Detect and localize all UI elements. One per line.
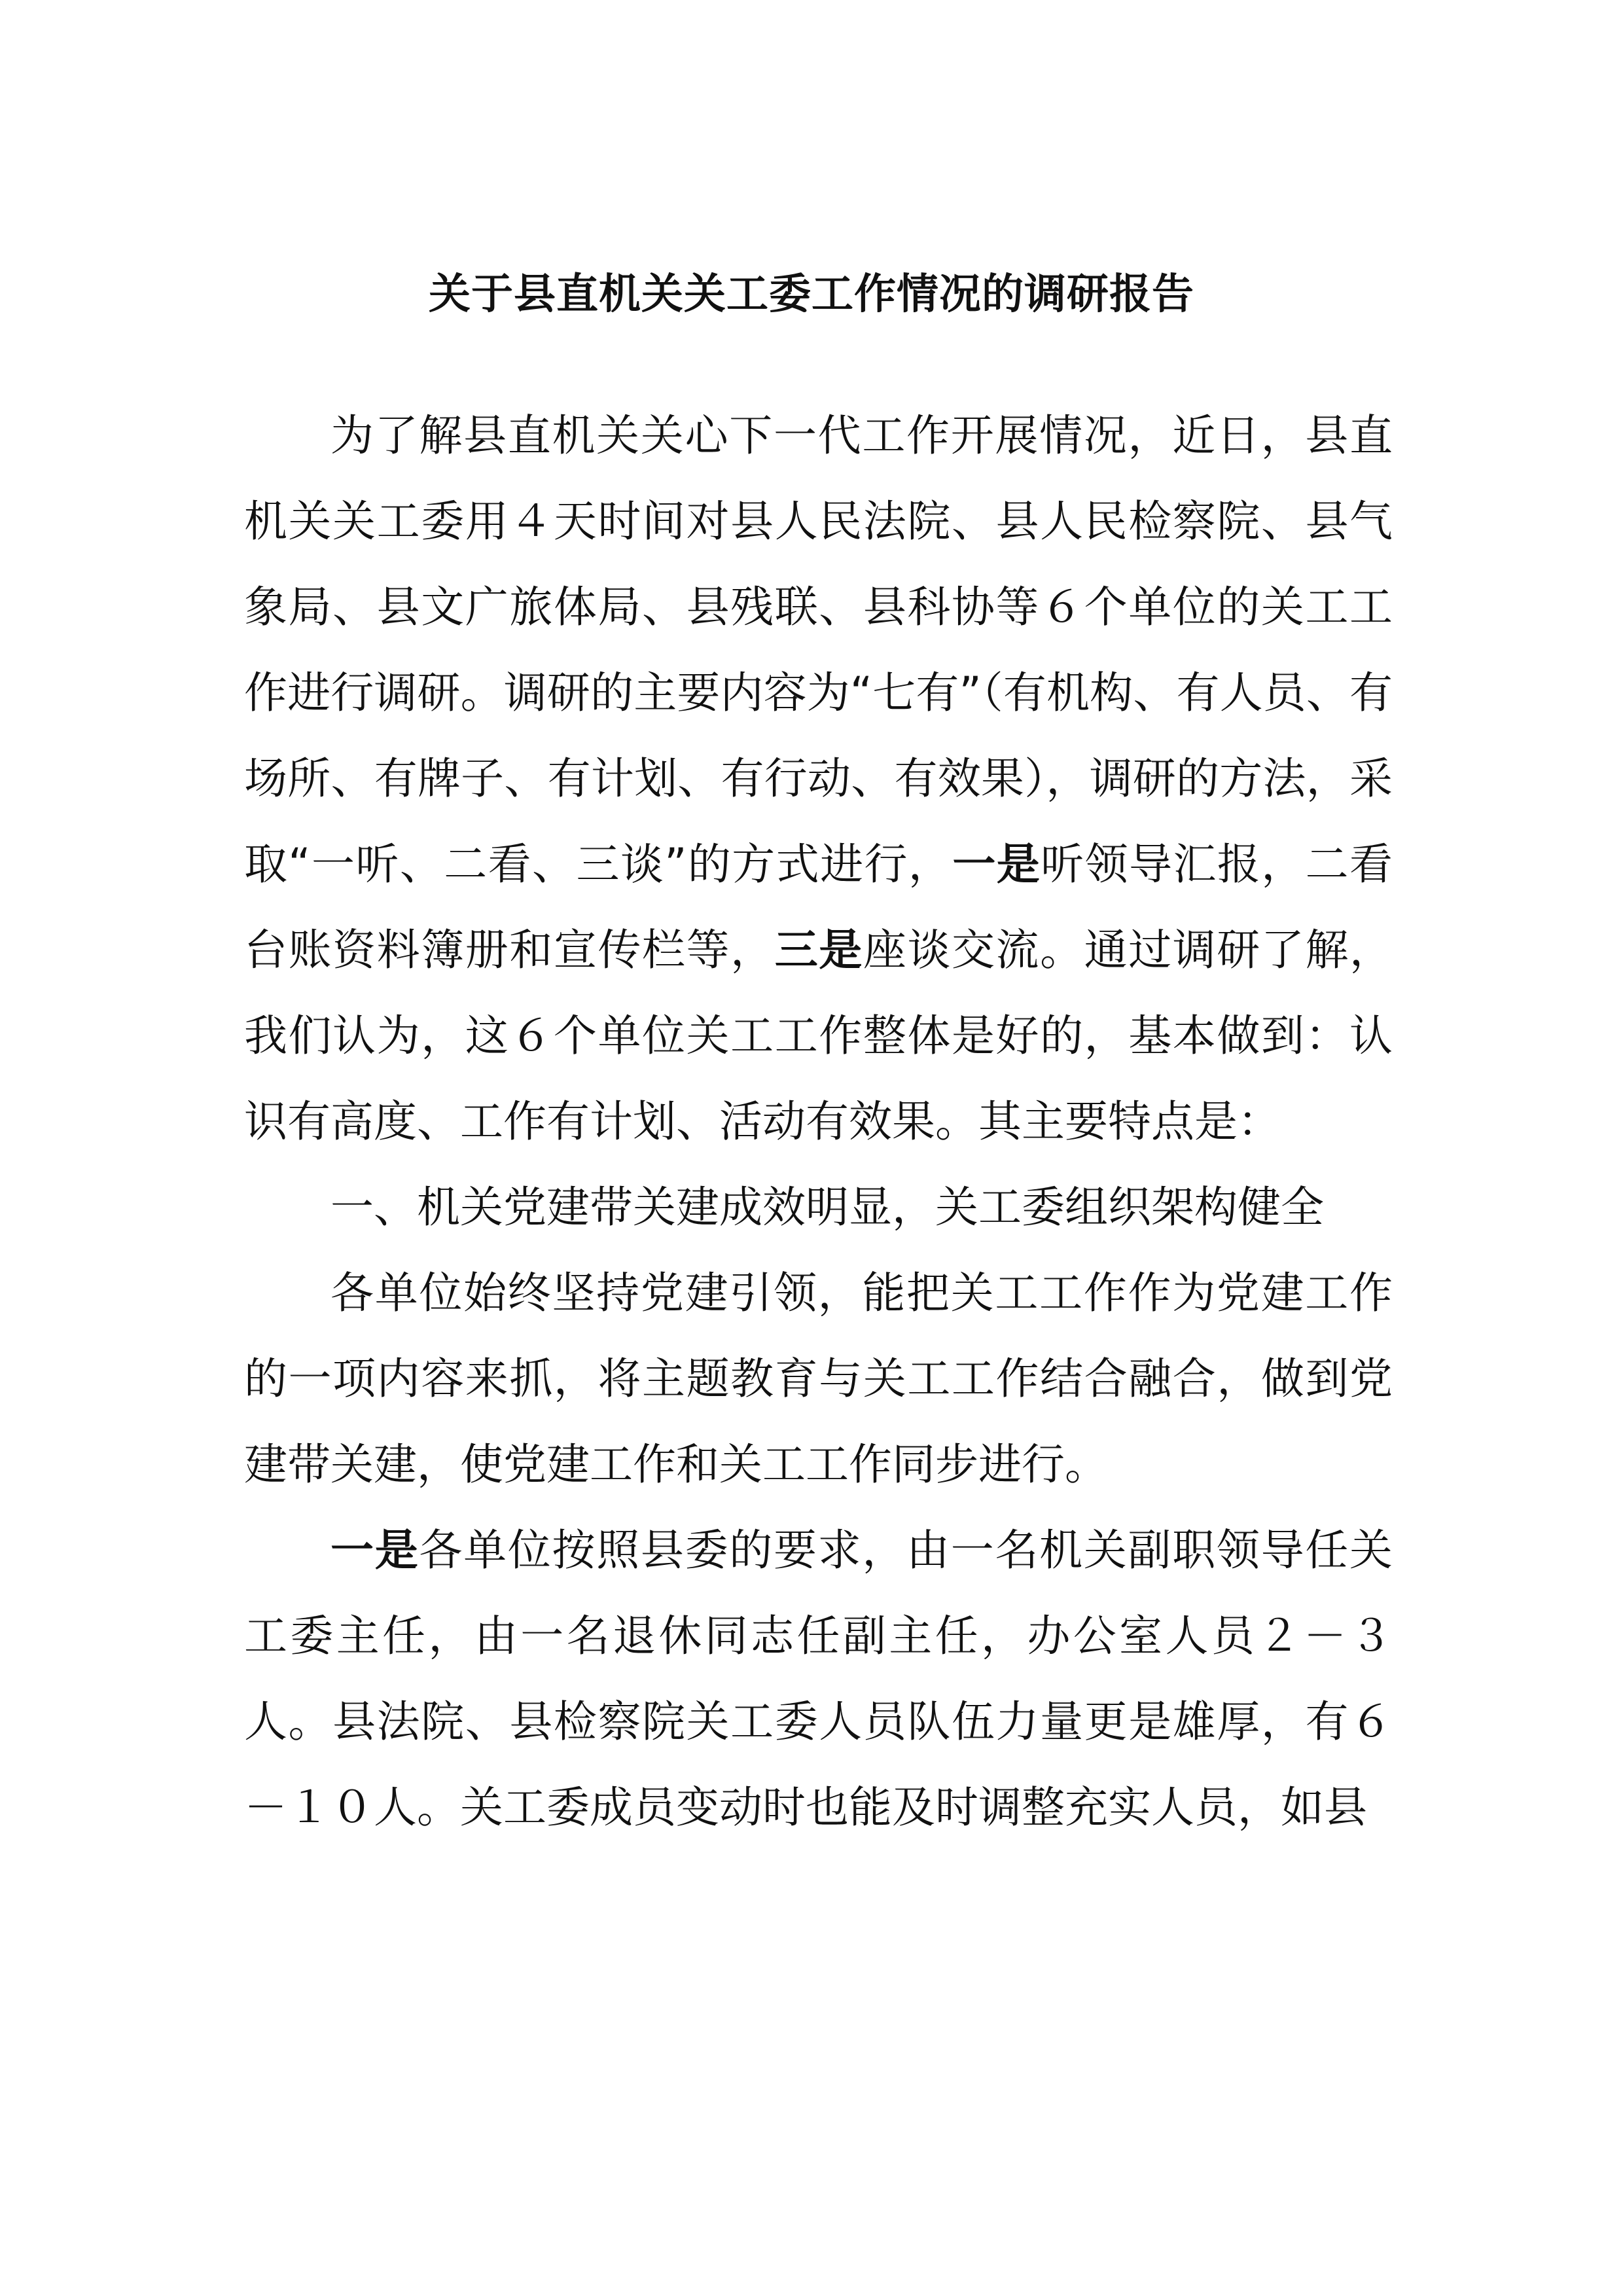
bold-marker-first: 一是 [330, 1525, 419, 1575]
paragraph-text: 各单位按照县委的要求，由一名机关副职领导任关工委主任，由一名退休同志任副主任，办公室人员２－３人。县法院、县检察院关工委人员队伍力量更是雄厚，有６－１０人。关工委成员变动时也能及时调整充实人员，如县 [244, 1525, 1393, 1833]
paragraph-text: 为了解县直机关关心下一代工作开展情况，近日，县直机关关工委用４天时间对县人民法院、县人民检察院、县气象局、县文广旅体局、县残联、县科协等６个单位的关工工作进行调研。调研的主要内容为“七有”（有机构、有人员、有场所、有牌子、有计划、有行动、有效果），调研的方法，采取“一听、二看、三谈”的方式进行， [244, 410, 1393, 889]
bold-marker-third: 三是 [774, 925, 863, 975]
bold-marker-first: 一是 [952, 839, 1041, 889]
section-heading-1 [244, 1164, 1393, 1250]
paragraph-text: 听领导汇报，二看台账资料簿册和宣传栏等， [244, 839, 1393, 975]
section-heading-text: 一、机关党建带关建成效明显，关工委组织架构健全 [330, 1182, 1324, 1232]
paragraph-text: 座谈交流。通过调研了解，我们认为，这６个单位关工工作整体是好的，基本做到：认识有高度、工作有计划、活动有效果。其主要特点是： [244, 925, 1393, 1147]
paragraph-section-1 [244, 1250, 1393, 1507]
paragraph-text: 各单位始终坚持党建引领，能把关工工作作为党建工作的一项内容来抓，将主题教育与关工工作结合融合，做到党建带关建，使党建工作和关工工作同步进行。 [244, 1268, 1393, 1490]
document-title: 关于县直机关关工委工作情况的调研报告 [429, 270, 1194, 319]
paragraph-point-1 [244, 1507, 1393, 1850]
paragraph-intro [244, 393, 1393, 1164]
document-body [244, 393, 1393, 1850]
